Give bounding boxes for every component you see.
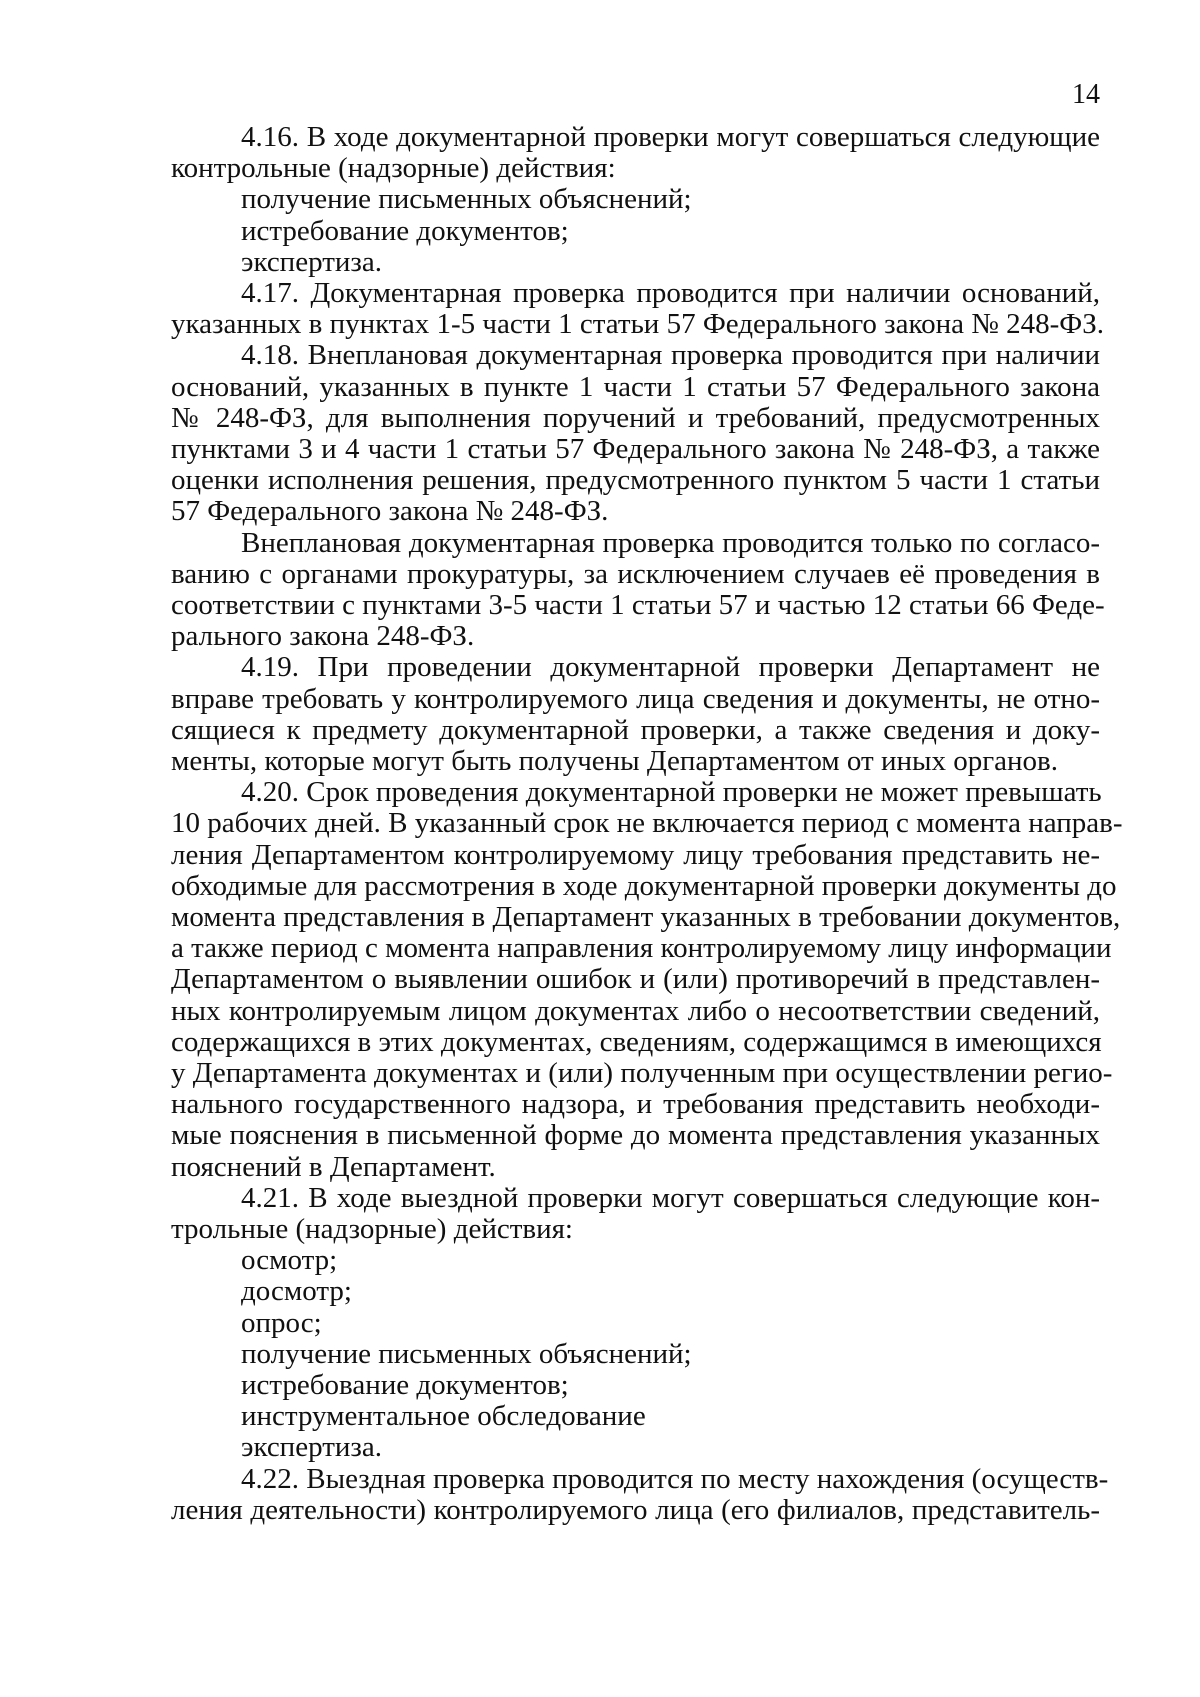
text-line: опрос;	[241, 1307, 322, 1339]
text-line: № 248-ФЗ, для выполнения поручений и требований, предусмотренных	[171, 402, 1100, 434]
text-line: контрольные (надзорные) действия:	[171, 152, 616, 184]
text-line: вправе требовать у контролируемого лица сведения и документы, не отно-	[171, 683, 1100, 715]
text-line: 4.17. Документарная проверка проводится при наличии оснований,	[241, 277, 1100, 309]
text-line: обходимые для рассмотрения в ходе документарной проверки документы до	[171, 870, 1117, 902]
text-line: 4.19. При проведении документарной проверки Департамент не	[241, 651, 1100, 683]
text-line: а также период с момента направления контролируемому лицу информации	[171, 932, 1112, 964]
text-line: момента представления в Департамент указанных в требовании документов,	[171, 901, 1121, 933]
text-line: содержащихся в этих документах, сведениям, содержащимся в имеющихся	[171, 1026, 1102, 1058]
page-number: 14	[1072, 79, 1100, 110]
text-line: пунктами 3 и 4 части 1 статьи 57 Федерального закона № 248-ФЗ, а также	[171, 433, 1100, 465]
text-line: Внеплановая документарная проверка проводится только по согласо-	[241, 527, 1100, 559]
text-line: оценки исполнения решения, предусмотренного пунктом 5 части 1 статьи	[171, 464, 1100, 496]
text-line: осмотр;	[241, 1244, 338, 1276]
text-line: 4.22. Выездная проверка проводится по месту нахождения (осуществ-	[241, 1463, 1109, 1495]
text-line: ления Департаментом контролируемому лицу требования представить не-	[171, 839, 1100, 871]
text-line: у Департамента документах и (или) полученным при осуществлении регио-	[171, 1057, 1113, 1089]
text-line: досмотр;	[241, 1275, 352, 1307]
text-line: 4.20. Срок проведения документарной проверки не может превышать	[241, 776, 1102, 808]
text-line: инструментальное обследование	[241, 1400, 646, 1432]
text-line: нального государственного надзора, и требования представить необходи-	[171, 1088, 1100, 1120]
text-line: экспертиза.	[241, 1431, 382, 1463]
text-line: 4.16. В ходе документарной проверки могут совершаться следующие	[241, 121, 1100, 153]
text-line: трольные (надзорные) действия:	[171, 1213, 573, 1245]
text-line: соответствии с пунктами 3-5 части 1 статьи 57 и частью 12 статьи 66 Феде-	[171, 589, 1105, 621]
text-line: получение письменных объяснений;	[241, 1338, 692, 1370]
text-line: ления деятельности) контролируемого лица (его филиалов, представитель-	[171, 1494, 1100, 1526]
text-line: ных контролируемым лицом документах либо о несоответствии сведений,	[171, 995, 1100, 1027]
text-line: указанных в пунктах 1-5 части 1 статьи 57 Федерального закона № 248-ФЗ.	[171, 308, 1104, 340]
text-line: истребование документов;	[241, 215, 569, 247]
text-line: мые пояснения в письменной форме до момента представления указанных	[171, 1119, 1100, 1151]
text-line: рального закона 248-ФЗ.	[171, 620, 475, 652]
text-line: экспертиза.	[241, 246, 382, 278]
text-line: 4.21. В ходе выездной проверки могут совершаться следующие кон-	[241, 1182, 1100, 1214]
text-line: менты, которые могут быть получены Департаментом от иных органов.	[171, 745, 1058, 777]
text-line: получение письменных объяснений;	[241, 183, 692, 215]
text-line: Департаментом о выявлении ошибок и (или) противоречий в представлен-	[171, 963, 1100, 995]
text-line: истребование документов;	[241, 1369, 569, 1401]
text-line: 57 Федерального закона № 248-ФЗ.	[171, 495, 609, 527]
text-line: 4.18. Внеплановая документарная проверка проводится при наличии	[241, 339, 1100, 371]
text-line: пояснений в Департамент.	[171, 1151, 496, 1183]
text-line: оснований, указанных в пункте 1 части 1 статьи 57 Федерального закона	[171, 371, 1100, 403]
text-line: сящиеся к предмету документарной проверки, а также сведения и доку-	[171, 714, 1100, 746]
text-line: ванию с органами прокуратуры, за исключением случаев её проведения в	[171, 558, 1100, 590]
text-line: 10 рабочих дней. В указанный срок не включается период с момента направ-	[171, 807, 1123, 839]
